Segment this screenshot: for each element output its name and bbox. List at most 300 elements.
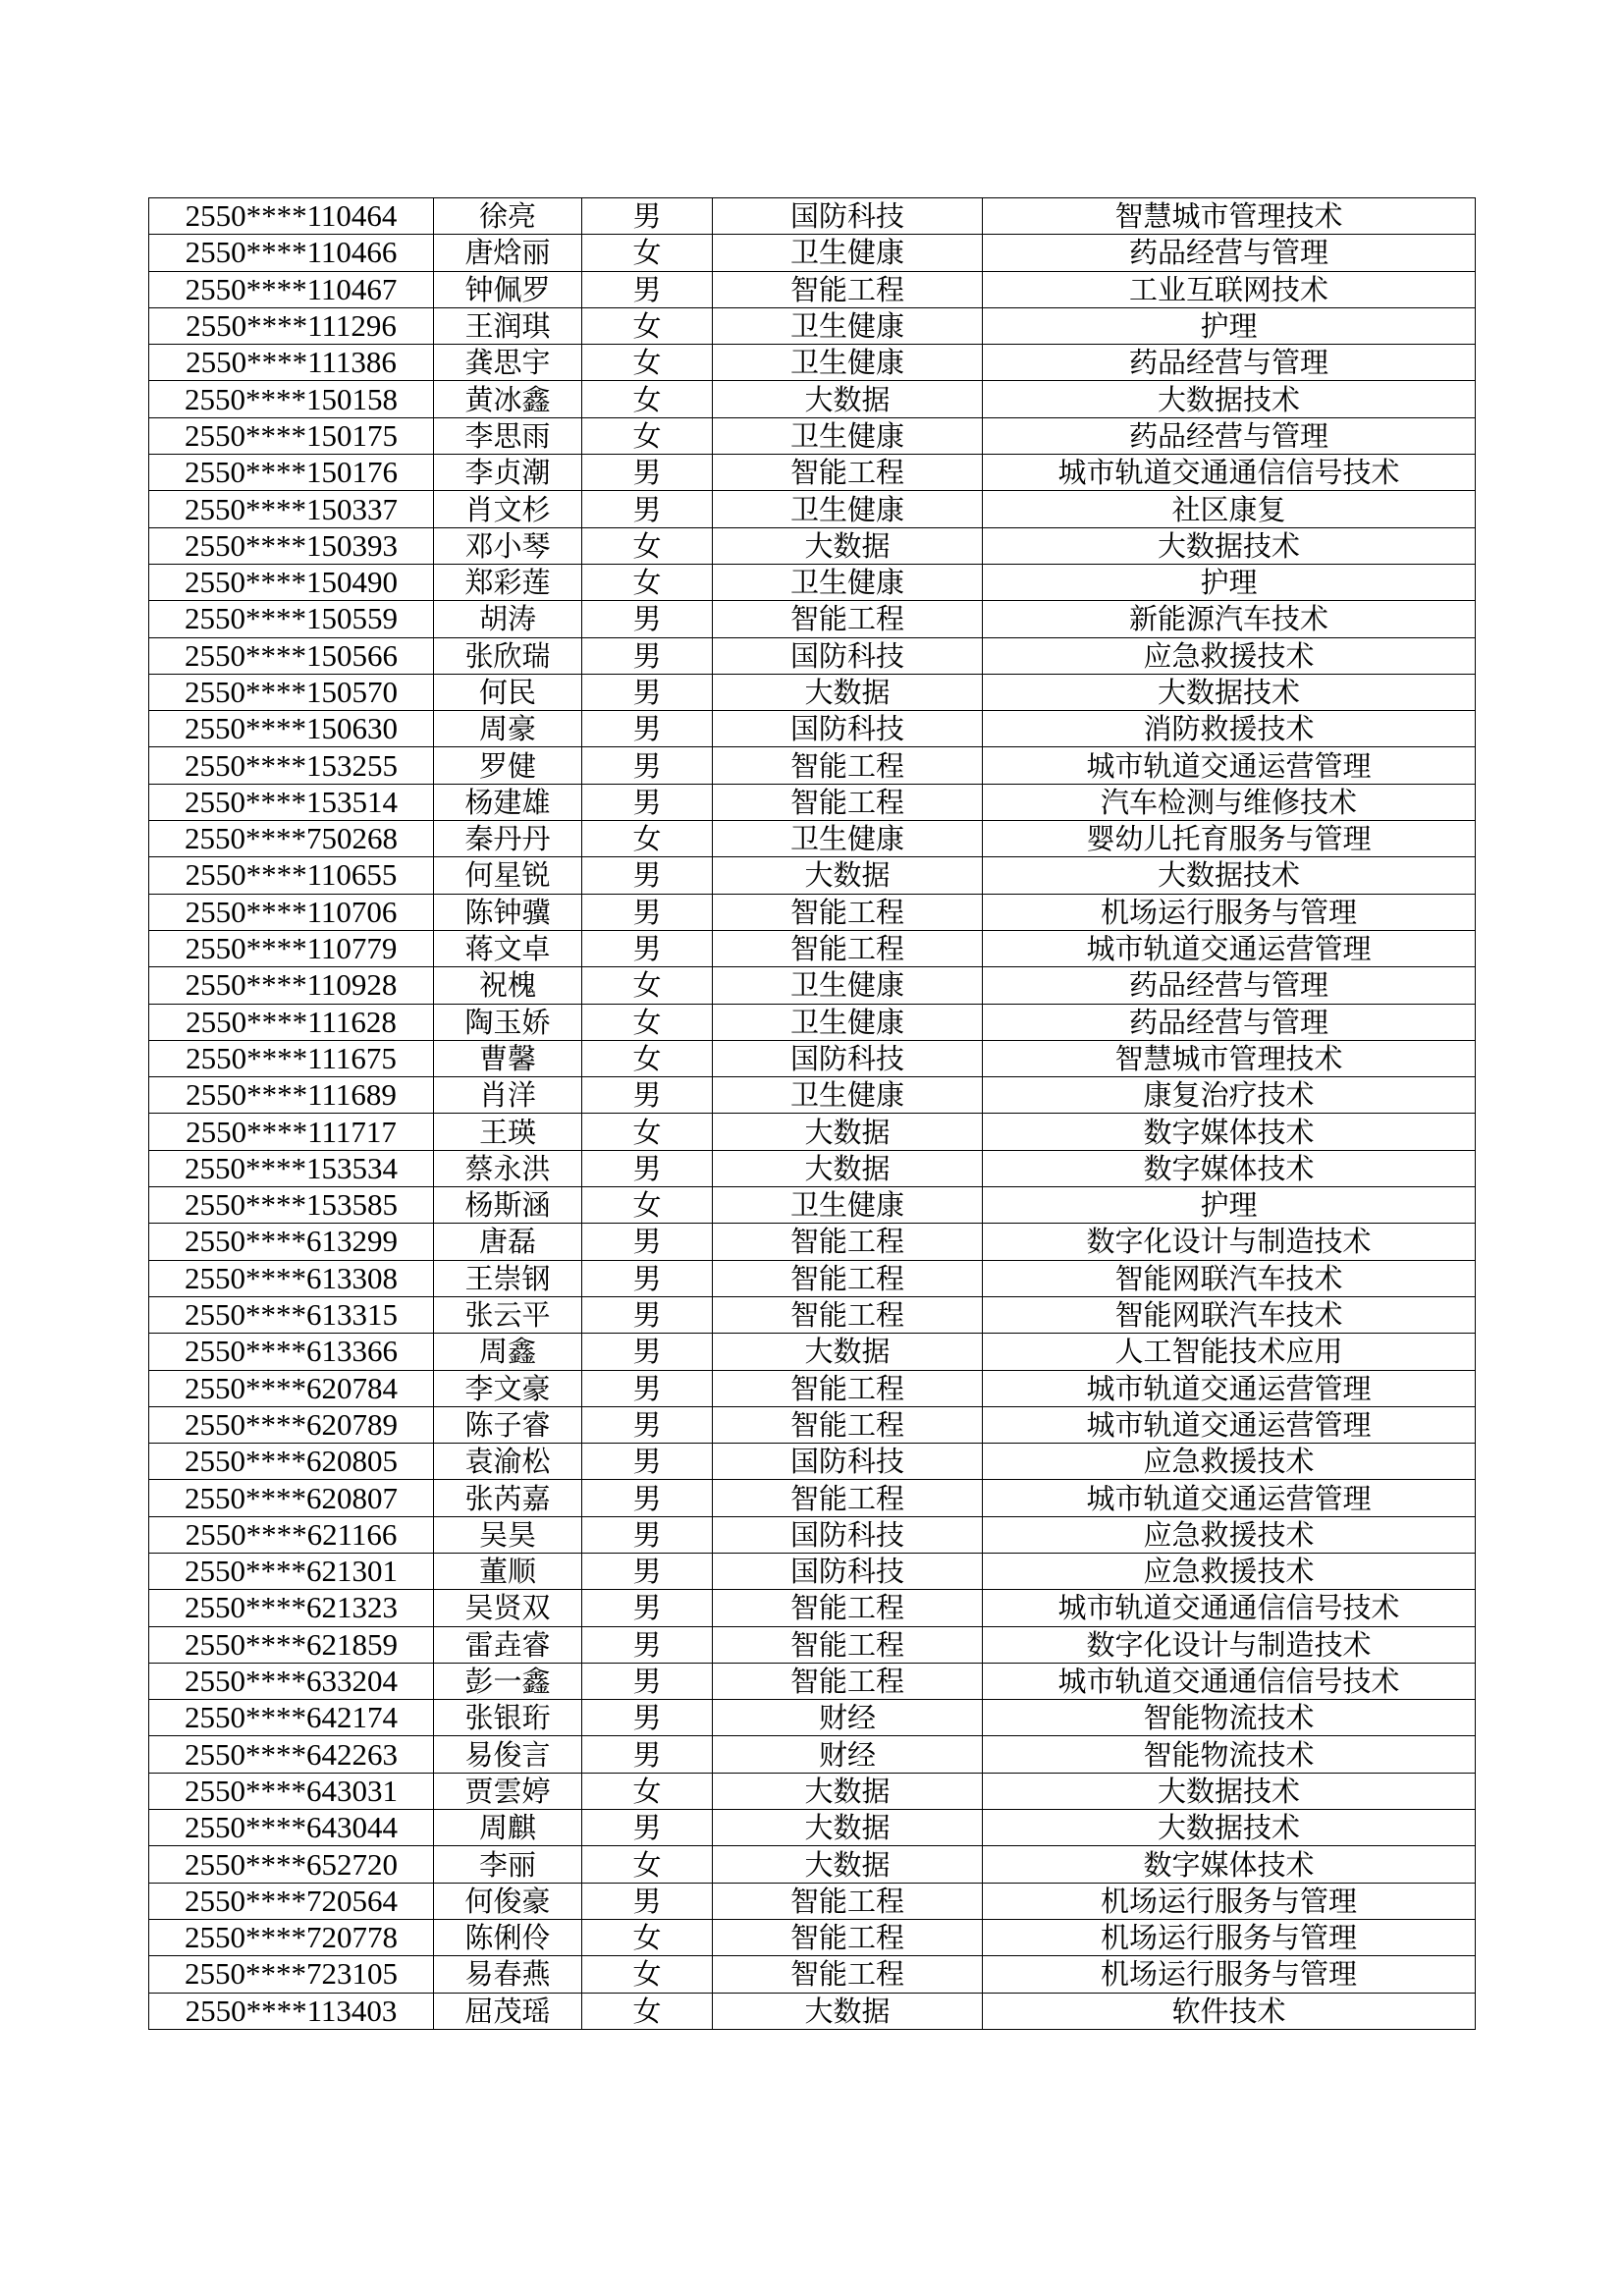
name-cell: 张银珩 xyxy=(434,1700,582,1736)
gender-cell: 男 xyxy=(582,271,713,307)
gender-cell: 男 xyxy=(582,1810,713,1846)
student-id-cell: 2550****620784 xyxy=(149,1370,434,1406)
table-row xyxy=(149,1040,1476,1076)
department-cell: 国防科技 xyxy=(713,1444,983,1480)
gender-cell: 男 xyxy=(582,1150,713,1186)
student-id-cell: 2550****750268 xyxy=(149,821,434,857)
gender-cell: 女 xyxy=(582,1114,713,1150)
major-cell: 应急救援技术 xyxy=(983,637,1476,674)
major-cell: 人工智能技术应用 xyxy=(983,1334,1476,1370)
department-cell: 智能工程 xyxy=(713,455,983,491)
gender-cell: 男 xyxy=(582,491,713,527)
gender-cell: 女 xyxy=(582,1919,713,1955)
name-cell: 贾雲婷 xyxy=(434,1773,582,1809)
student-id-cell: 2550****150158 xyxy=(149,381,434,417)
name-cell: 钟佩罗 xyxy=(434,271,582,307)
gender-cell: 男 xyxy=(582,894,713,930)
gender-cell: 男 xyxy=(582,930,713,966)
name-cell: 李文豪 xyxy=(434,1370,582,1406)
table-row xyxy=(149,1516,1476,1553)
table-row xyxy=(149,637,1476,674)
student-id-cell: 2550****153255 xyxy=(149,747,434,784)
gender-cell: 女 xyxy=(582,1956,713,1993)
gender-cell: 男 xyxy=(582,711,713,747)
department-cell: 国防科技 xyxy=(713,1516,983,1553)
name-cell: 陈钟骥 xyxy=(434,894,582,930)
department-cell: 国防科技 xyxy=(713,1040,983,1076)
student-id-cell: 2550****613308 xyxy=(149,1260,434,1296)
major-cell: 应急救援技术 xyxy=(983,1444,1476,1480)
major-cell: 护理 xyxy=(983,307,1476,344)
name-cell: 杨斯涵 xyxy=(434,1187,582,1224)
student-id-cell: 2550****621323 xyxy=(149,1590,434,1626)
name-cell: 易春燕 xyxy=(434,1956,582,1993)
department-cell: 卫生健康 xyxy=(713,564,983,600)
table-row xyxy=(149,235,1476,271)
department-cell: 卫生健康 xyxy=(713,821,983,857)
name-cell: 祝槐 xyxy=(434,967,582,1004)
department-cell: 大数据 xyxy=(713,1114,983,1150)
gender-cell: 男 xyxy=(582,857,713,894)
name-cell: 龚思宇 xyxy=(434,345,582,381)
department-cell: 大数据 xyxy=(713,1773,983,1809)
department-cell: 国防科技 xyxy=(713,1553,983,1589)
gender-cell: 男 xyxy=(582,1516,713,1553)
name-cell: 张芮嘉 xyxy=(434,1480,582,1516)
department-cell: 大数据 xyxy=(713,1993,983,2029)
table-row xyxy=(149,1956,1476,1993)
student-id-cell: 2550****110467 xyxy=(149,271,434,307)
table-row xyxy=(149,1114,1476,1150)
major-cell: 城市轨道交通运营管理 xyxy=(983,747,1476,784)
name-cell: 王润琪 xyxy=(434,307,582,344)
student-id-cell: 2550****150559 xyxy=(149,601,434,637)
major-cell: 消防救援技术 xyxy=(983,711,1476,747)
student-id-cell: 2550****110464 xyxy=(149,198,434,235)
major-cell: 城市轨道交通运营管理 xyxy=(983,1406,1476,1443)
name-cell: 张欣瑞 xyxy=(434,637,582,674)
major-cell: 机场运行服务与管理 xyxy=(983,1956,1476,1993)
major-cell: 智能物流技术 xyxy=(983,1736,1476,1773)
table-row xyxy=(149,1077,1476,1114)
department-cell: 大数据 xyxy=(713,381,983,417)
roster-body xyxy=(149,198,1476,2030)
major-cell: 康复治疗技术 xyxy=(983,1077,1476,1114)
name-cell: 何俊豪 xyxy=(434,1883,582,1919)
name-cell: 周豪 xyxy=(434,711,582,747)
gender-cell: 男 xyxy=(582,198,713,235)
table-row xyxy=(149,1370,1476,1406)
table-row xyxy=(149,1846,1476,1883)
major-cell: 药品经营与管理 xyxy=(983,345,1476,381)
department-cell: 卫生健康 xyxy=(713,1004,983,1040)
major-cell: 应急救援技术 xyxy=(983,1516,1476,1553)
student-id-cell: 2550****111689 xyxy=(149,1077,434,1114)
department-cell: 卫生健康 xyxy=(713,1077,983,1114)
name-cell: 胡涛 xyxy=(434,601,582,637)
gender-cell: 男 xyxy=(582,601,713,637)
name-cell: 杨建雄 xyxy=(434,784,582,820)
name-cell: 肖洋 xyxy=(434,1077,582,1114)
student-id-cell: 2550****153534 xyxy=(149,1150,434,1186)
student-id-cell: 2550****111296 xyxy=(149,307,434,344)
major-cell: 城市轨道交通通信信号技术 xyxy=(983,1590,1476,1626)
table-row xyxy=(149,198,1476,235)
major-cell: 数字化设计与制造技术 xyxy=(983,1224,1476,1260)
gender-cell: 男 xyxy=(582,1590,713,1626)
major-cell: 机场运行服务与管理 xyxy=(983,1883,1476,1919)
name-cell: 王崇钢 xyxy=(434,1260,582,1296)
student-id-cell: 2550****111386 xyxy=(149,345,434,381)
department-cell: 智能工程 xyxy=(713,601,983,637)
table-row xyxy=(149,491,1476,527)
student-id-cell: 2550****150566 xyxy=(149,637,434,674)
student-id-cell: 2550****643031 xyxy=(149,1773,434,1809)
department-cell: 智能工程 xyxy=(713,1919,983,1955)
major-cell: 大数据技术 xyxy=(983,857,1476,894)
table-row xyxy=(149,1334,1476,1370)
gender-cell: 男 xyxy=(582,1553,713,1589)
table-row xyxy=(149,1553,1476,1589)
gender-cell: 男 xyxy=(582,1883,713,1919)
student-id-cell: 2550****723105 xyxy=(149,1956,434,1993)
department-cell: 财经 xyxy=(713,1700,983,1736)
name-cell: 周麒 xyxy=(434,1810,582,1846)
student-id-cell: 2550****652720 xyxy=(149,1846,434,1883)
department-cell: 智能工程 xyxy=(713,1956,983,1993)
table-row xyxy=(149,894,1476,930)
table-row xyxy=(149,1296,1476,1333)
name-cell: 张云平 xyxy=(434,1296,582,1333)
gender-cell: 女 xyxy=(582,307,713,344)
department-cell: 智能工程 xyxy=(713,894,983,930)
gender-cell: 女 xyxy=(582,1040,713,1076)
gender-cell: 女 xyxy=(582,381,713,417)
table-row xyxy=(149,601,1476,637)
table-row xyxy=(149,784,1476,820)
department-cell: 国防科技 xyxy=(713,711,983,747)
student-id-cell: 2550****621166 xyxy=(149,1516,434,1553)
gender-cell: 女 xyxy=(582,564,713,600)
major-cell: 护理 xyxy=(983,1187,1476,1224)
table-row xyxy=(149,857,1476,894)
department-cell: 智能工程 xyxy=(713,747,983,784)
department-cell: 智能工程 xyxy=(713,930,983,966)
table-row xyxy=(149,967,1476,1004)
name-cell: 李贞潮 xyxy=(434,455,582,491)
major-cell: 大数据技术 xyxy=(983,1810,1476,1846)
department-cell: 大数据 xyxy=(713,527,983,564)
gender-cell: 女 xyxy=(582,1187,713,1224)
table-row xyxy=(149,711,1476,747)
gender-cell: 女 xyxy=(582,345,713,381)
student-id-cell: 2550****613299 xyxy=(149,1224,434,1260)
student-id-cell: 2550****113403 xyxy=(149,1993,434,2029)
department-cell: 大数据 xyxy=(713,674,983,710)
major-cell: 数字媒体技术 xyxy=(983,1150,1476,1186)
name-cell: 蒋文卓 xyxy=(434,930,582,966)
student-id-cell: 2550****110779 xyxy=(149,930,434,966)
table-row xyxy=(149,1406,1476,1443)
table-row xyxy=(149,381,1476,417)
gender-cell: 女 xyxy=(582,967,713,1004)
name-cell: 李思雨 xyxy=(434,417,582,454)
department-cell: 智能工程 xyxy=(713,1590,983,1626)
name-cell: 黄冰鑫 xyxy=(434,381,582,417)
name-cell: 吴昊 xyxy=(434,1516,582,1553)
major-cell: 大数据技术 xyxy=(983,527,1476,564)
student-id-cell: 2550****720564 xyxy=(149,1883,434,1919)
major-cell: 药品经营与管理 xyxy=(983,417,1476,454)
name-cell: 陈俐伶 xyxy=(434,1919,582,1955)
major-cell: 智能网联汽车技术 xyxy=(983,1260,1476,1296)
gender-cell: 男 xyxy=(582,674,713,710)
major-cell: 社区康复 xyxy=(983,491,1476,527)
table-row xyxy=(149,1810,1476,1846)
student-id-cell: 2550****150175 xyxy=(149,417,434,454)
name-cell: 唐焓丽 xyxy=(434,235,582,271)
name-cell: 吴贤双 xyxy=(434,1590,582,1626)
major-cell: 智慧城市管理技术 xyxy=(983,198,1476,235)
major-cell: 数字媒体技术 xyxy=(983,1114,1476,1150)
table-row xyxy=(149,1260,1476,1296)
student-id-cell: 2550****150337 xyxy=(149,491,434,527)
major-cell: 婴幼儿托育服务与管理 xyxy=(983,821,1476,857)
department-cell: 国防科技 xyxy=(713,637,983,674)
major-cell: 城市轨道交通运营管理 xyxy=(983,1370,1476,1406)
department-cell: 智能工程 xyxy=(713,1406,983,1443)
major-cell: 汽车检测与维修技术 xyxy=(983,784,1476,820)
table-row xyxy=(149,417,1476,454)
department-cell: 智能工程 xyxy=(713,1224,983,1260)
table-row xyxy=(149,1736,1476,1773)
major-cell: 数字化设计与制造技术 xyxy=(983,1626,1476,1663)
major-cell: 应急救援技术 xyxy=(983,1553,1476,1589)
student-id-cell: 2550****110466 xyxy=(149,235,434,271)
table-row xyxy=(149,674,1476,710)
table-row xyxy=(149,1993,1476,2029)
name-cell: 何星锐 xyxy=(434,857,582,894)
gender-cell: 女 xyxy=(582,235,713,271)
department-cell: 卫生健康 xyxy=(713,345,983,381)
table-row xyxy=(149,1919,1476,1955)
department-cell: 大数据 xyxy=(713,1334,983,1370)
student-id-cell: 2550****150630 xyxy=(149,711,434,747)
gender-cell: 男 xyxy=(582,747,713,784)
table-row xyxy=(149,1626,1476,1663)
student-id-cell: 2550****620805 xyxy=(149,1444,434,1480)
name-cell: 蔡永洪 xyxy=(434,1150,582,1186)
student-id-cell: 2550****621859 xyxy=(149,1626,434,1663)
table-row xyxy=(149,1700,1476,1736)
name-cell: 董顺 xyxy=(434,1553,582,1589)
gender-cell: 男 xyxy=(582,1406,713,1443)
major-cell: 大数据技术 xyxy=(983,381,1476,417)
table-row xyxy=(149,1663,1476,1699)
major-cell: 数字媒体技术 xyxy=(983,1846,1476,1883)
major-cell: 智慧城市管理技术 xyxy=(983,1040,1476,1076)
name-cell: 何民 xyxy=(434,674,582,710)
department-cell: 卫生健康 xyxy=(713,1187,983,1224)
gender-cell: 男 xyxy=(582,455,713,491)
department-cell: 卫生健康 xyxy=(713,967,983,1004)
major-cell: 药品经营与管理 xyxy=(983,235,1476,271)
gender-cell: 女 xyxy=(582,417,713,454)
student-id-cell: 2550****613366 xyxy=(149,1334,434,1370)
name-cell: 陶玉娇 xyxy=(434,1004,582,1040)
student-id-cell: 2550****643044 xyxy=(149,1810,434,1846)
gender-cell: 男 xyxy=(582,1296,713,1333)
gender-cell: 男 xyxy=(582,1700,713,1736)
major-cell: 大数据技术 xyxy=(983,1773,1476,1809)
department-cell: 卫生健康 xyxy=(713,235,983,271)
department-cell: 财经 xyxy=(713,1736,983,1773)
table-row xyxy=(149,1590,1476,1626)
table-row xyxy=(149,1773,1476,1809)
name-cell: 袁渝松 xyxy=(434,1444,582,1480)
table-row xyxy=(149,1150,1476,1186)
table-row xyxy=(149,747,1476,784)
student-id-cell: 2550****633204 xyxy=(149,1663,434,1699)
table-row xyxy=(149,1444,1476,1480)
major-cell: 药品经营与管理 xyxy=(983,967,1476,1004)
gender-cell: 男 xyxy=(582,1663,713,1699)
major-cell: 新能源汽车技术 xyxy=(983,601,1476,637)
major-cell: 智能网联汽车技术 xyxy=(983,1296,1476,1333)
gender-cell: 男 xyxy=(582,1480,713,1516)
department-cell: 卫生健康 xyxy=(713,417,983,454)
student-id-cell: 2550****620807 xyxy=(149,1480,434,1516)
student-id-cell: 2550****613315 xyxy=(149,1296,434,1333)
gender-cell: 女 xyxy=(582,527,713,564)
gender-cell: 男 xyxy=(582,1260,713,1296)
gender-cell: 女 xyxy=(582,1993,713,2029)
department-cell: 大数据 xyxy=(713,1810,983,1846)
table-row xyxy=(149,1004,1476,1040)
department-cell: 智能工程 xyxy=(713,1480,983,1516)
major-cell: 药品经营与管理 xyxy=(983,1004,1476,1040)
student-id-cell: 2550****150570 xyxy=(149,674,434,710)
table-row xyxy=(149,345,1476,381)
student-id-cell: 2550****150490 xyxy=(149,564,434,600)
department-cell: 国防科技 xyxy=(713,198,983,235)
student-id-cell: 2550****110928 xyxy=(149,967,434,1004)
student-id-cell: 2550****111628 xyxy=(149,1004,434,1040)
department-cell: 智能工程 xyxy=(713,784,983,820)
table-row xyxy=(149,1224,1476,1260)
student-id-cell: 2550****620789 xyxy=(149,1406,434,1443)
name-cell: 徐亮 xyxy=(434,198,582,235)
major-cell: 城市轨道交通通信信号技术 xyxy=(983,455,1476,491)
table-row xyxy=(149,1187,1476,1224)
gender-cell: 男 xyxy=(582,1224,713,1260)
name-cell: 雷垚睿 xyxy=(434,1626,582,1663)
department-cell: 智能工程 xyxy=(713,1260,983,1296)
name-cell: 彭一鑫 xyxy=(434,1663,582,1699)
department-cell: 智能工程 xyxy=(713,1296,983,1333)
gender-cell: 男 xyxy=(582,1444,713,1480)
student-id-cell: 2550****110655 xyxy=(149,857,434,894)
name-cell: 周鑫 xyxy=(434,1334,582,1370)
major-cell: 智能物流技术 xyxy=(983,1700,1476,1736)
name-cell: 陈子睿 xyxy=(434,1406,582,1443)
student-id-cell: 2550****642174 xyxy=(149,1700,434,1736)
student-id-cell: 2550****153514 xyxy=(149,784,434,820)
gender-cell: 男 xyxy=(582,1736,713,1773)
department-cell: 智能工程 xyxy=(713,1883,983,1919)
name-cell: 曹馨 xyxy=(434,1040,582,1076)
table-row xyxy=(149,1480,1476,1516)
student-id-cell: 2550****720778 xyxy=(149,1919,434,1955)
table-row xyxy=(149,271,1476,307)
name-cell: 王瑛 xyxy=(434,1114,582,1150)
gender-cell: 男 xyxy=(582,1077,713,1114)
gender-cell: 男 xyxy=(582,784,713,820)
student-id-cell: 2550****150393 xyxy=(149,527,434,564)
name-cell: 唐磊 xyxy=(434,1224,582,1260)
student-id-cell: 2550****111717 xyxy=(149,1114,434,1150)
gender-cell: 女 xyxy=(582,1773,713,1809)
department-cell: 大数据 xyxy=(713,1150,983,1186)
department-cell: 卫生健康 xyxy=(713,491,983,527)
student-roster-table xyxy=(148,197,1476,2030)
table-row xyxy=(149,455,1476,491)
gender-cell: 男 xyxy=(582,1334,713,1370)
major-cell: 大数据技术 xyxy=(983,674,1476,710)
gender-cell: 男 xyxy=(582,1626,713,1663)
gender-cell: 女 xyxy=(582,1004,713,1040)
major-cell: 工业互联网技术 xyxy=(983,271,1476,307)
table-row xyxy=(149,564,1476,600)
gender-cell: 女 xyxy=(582,1846,713,1883)
table-row xyxy=(149,930,1476,966)
name-cell: 罗健 xyxy=(434,747,582,784)
table-row xyxy=(149,307,1476,344)
name-cell: 易俊言 xyxy=(434,1736,582,1773)
name-cell: 邓小琴 xyxy=(434,527,582,564)
student-id-cell: 2550****110706 xyxy=(149,894,434,930)
student-id-cell: 2550****621301 xyxy=(149,1553,434,1589)
name-cell: 郑彩莲 xyxy=(434,564,582,600)
table-row xyxy=(149,1883,1476,1919)
major-cell: 软件技术 xyxy=(983,1993,1476,2029)
student-id-cell: 2550****642263 xyxy=(149,1736,434,1773)
student-id-cell: 2550****111675 xyxy=(149,1040,434,1076)
table-row xyxy=(149,821,1476,857)
major-cell: 城市轨道交通运营管理 xyxy=(983,930,1476,966)
table-row xyxy=(149,527,1476,564)
major-cell: 机场运行服务与管理 xyxy=(983,894,1476,930)
department-cell: 卫生健康 xyxy=(713,307,983,344)
student-id-cell: 2550****150176 xyxy=(149,455,434,491)
major-cell: 城市轨道交通运营管理 xyxy=(983,1480,1476,1516)
department-cell: 大数据 xyxy=(713,1846,983,1883)
name-cell: 李丽 xyxy=(434,1846,582,1883)
name-cell: 肖文杉 xyxy=(434,491,582,527)
department-cell: 智能工程 xyxy=(713,271,983,307)
major-cell: 城市轨道交通通信信号技术 xyxy=(983,1663,1476,1699)
name-cell: 秦丹丹 xyxy=(434,821,582,857)
gender-cell: 男 xyxy=(582,637,713,674)
student-id-cell: 2550****153585 xyxy=(149,1187,434,1224)
department-cell: 智能工程 xyxy=(713,1663,983,1699)
major-cell: 护理 xyxy=(983,564,1476,600)
gender-cell: 男 xyxy=(582,1370,713,1406)
name-cell: 屈茂瑶 xyxy=(434,1993,582,2029)
department-cell: 智能工程 xyxy=(713,1370,983,1406)
department-cell: 大数据 xyxy=(713,857,983,894)
major-cell: 机场运行服务与管理 xyxy=(983,1919,1476,1955)
